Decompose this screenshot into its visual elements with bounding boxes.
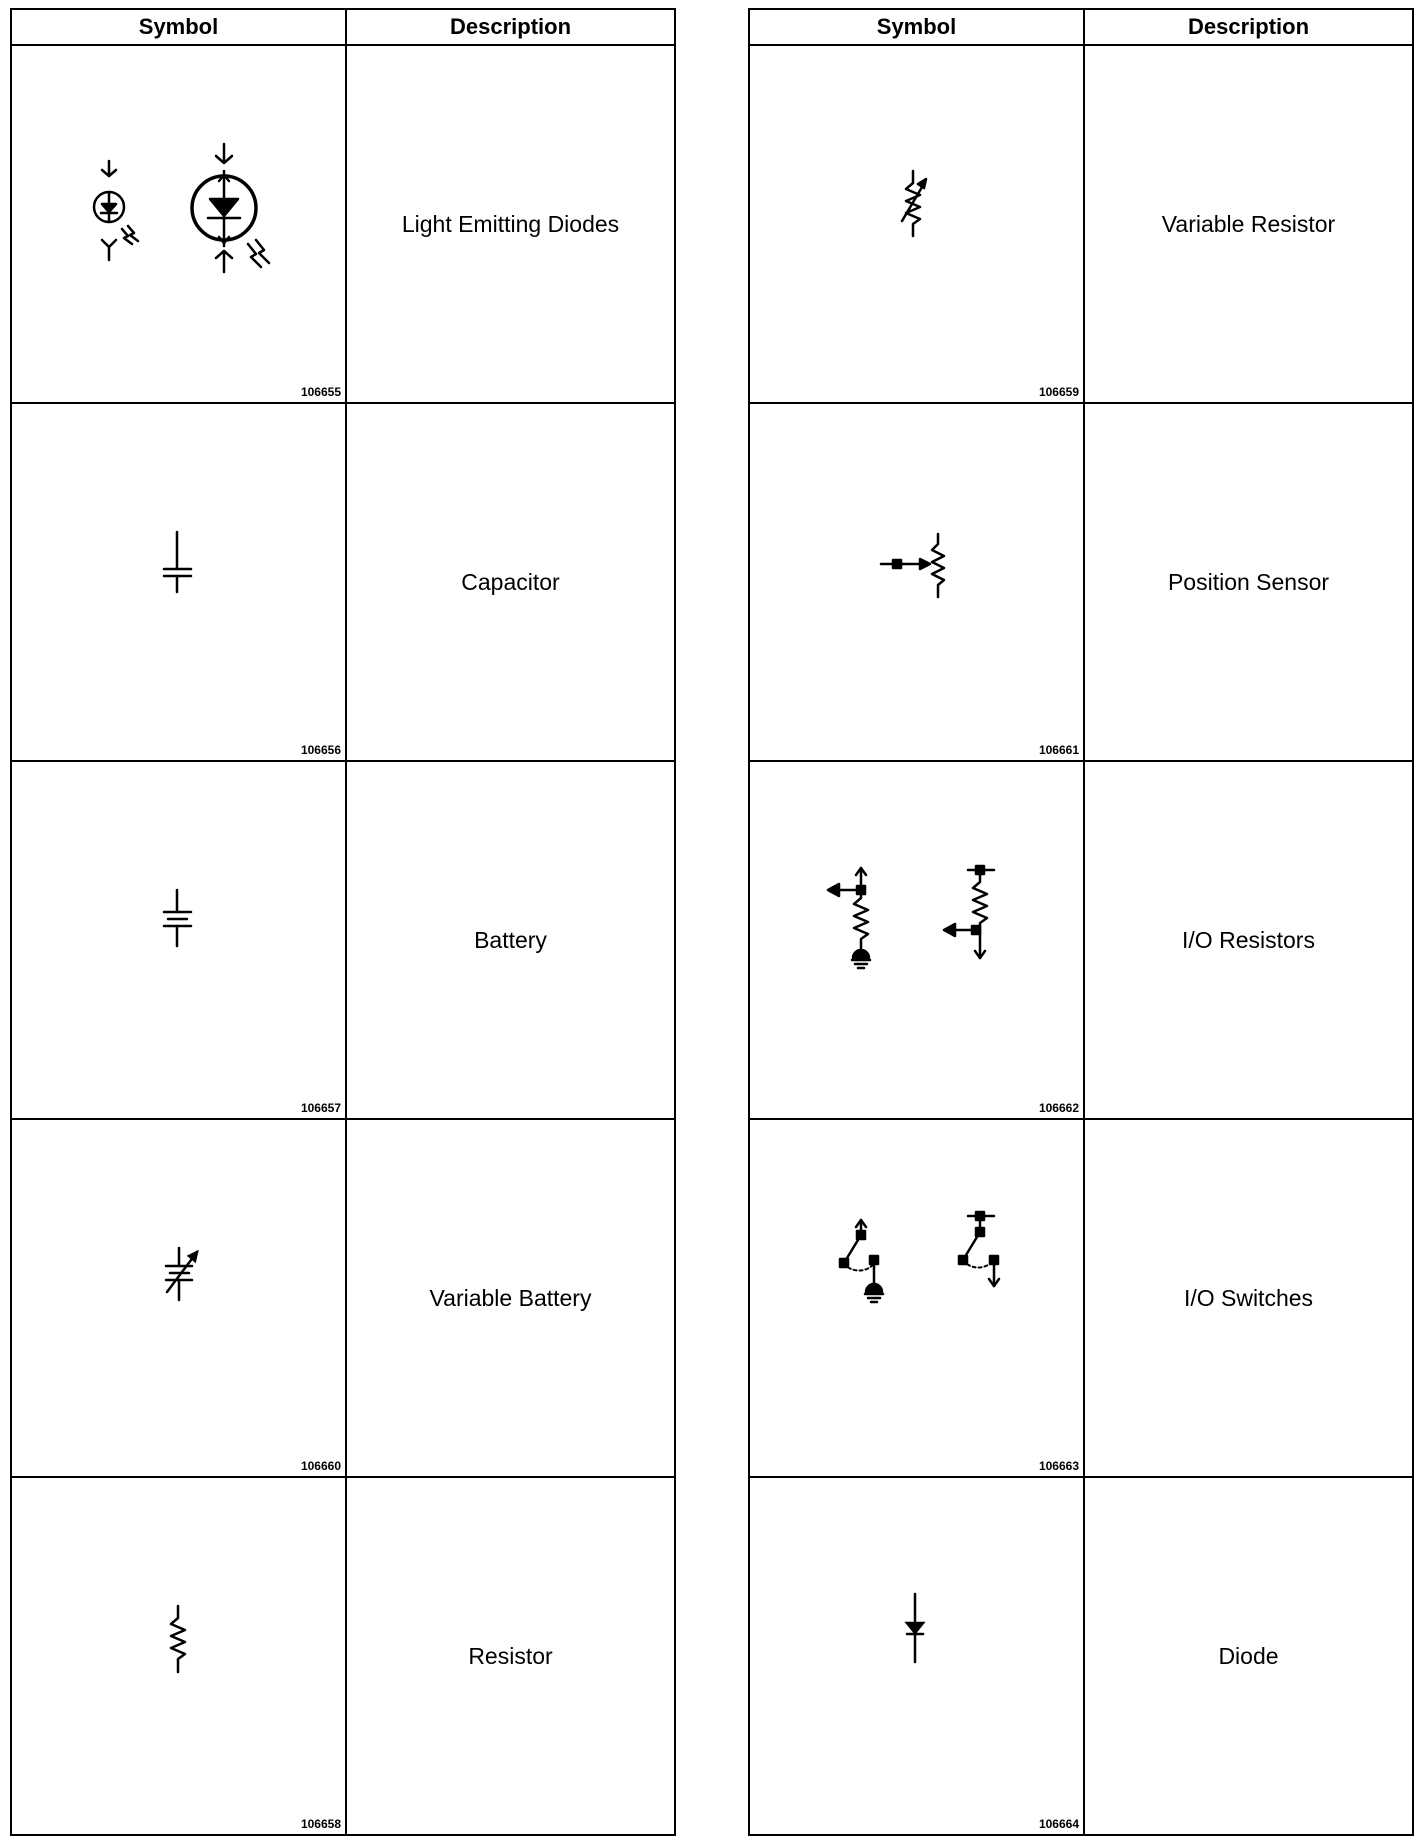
description-cell: I/O Resistors	[1084, 761, 1413, 1119]
symbol-cell	[749, 1119, 1084, 1477]
table-row	[11, 1477, 675, 1835]
resistor-icon	[12, 1478, 345, 1834]
symbol-cell	[749, 1477, 1084, 1835]
io-resistors-icon	[750, 762, 1083, 1118]
symbol-cell	[11, 1119, 346, 1477]
table-row	[11, 1119, 675, 1477]
figure-number: 106656	[300, 743, 341, 757]
table-row	[749, 1477, 1413, 1835]
symbol-cell	[11, 403, 346, 761]
table-row	[11, 45, 675, 403]
description-cell: Position Sensor	[1084, 403, 1413, 761]
figure-number: 106657	[300, 1101, 341, 1115]
symbol-cell	[11, 45, 346, 403]
battery-icon	[12, 762, 345, 1118]
table-header-row	[749, 9, 1413, 45]
table-row	[749, 45, 1413, 403]
header-symbol: Symbol	[11, 9, 346, 45]
description-cell: Variable Resistor	[1084, 45, 1413, 403]
io-switches-icon	[750, 1120, 1083, 1476]
variable-battery-icon	[12, 1120, 345, 1476]
figure-number: 106661	[1038, 743, 1079, 757]
description-cell: Light Emitting Diodes	[346, 45, 675, 403]
figure-number: 106659	[1038, 385, 1079, 399]
figure-number: 106664	[1038, 1817, 1079, 1831]
description-cell: Variable Battery	[346, 1119, 675, 1477]
table-row	[11, 761, 675, 1119]
table-row	[749, 1119, 1413, 1477]
light-emitting-diodes-icon	[12, 46, 345, 402]
table-row	[11, 403, 675, 761]
figure-number: 106663	[1038, 1459, 1079, 1473]
position-sensor-icon	[750, 404, 1083, 760]
description-cell: I/O Switches	[1084, 1119, 1413, 1477]
figure-number: 106660	[300, 1459, 341, 1473]
figure-number: 106658	[300, 1817, 341, 1831]
figure-number: 106655	[300, 385, 341, 399]
table-row	[749, 761, 1413, 1119]
table-row	[749, 403, 1413, 761]
symbol-table-left	[10, 8, 676, 1836]
header-description: Description	[346, 9, 675, 45]
symbol-cell	[749, 45, 1084, 403]
description-cell: Capacitor	[346, 403, 675, 761]
symbol-cell	[11, 1477, 346, 1835]
diode-icon	[750, 1478, 1083, 1834]
header-symbol: Symbol	[749, 9, 1084, 45]
description-cell: Resistor	[346, 1477, 675, 1835]
description-cell: Battery	[346, 761, 675, 1119]
description-cell: Diode	[1084, 1477, 1413, 1835]
symbol-table-right	[748, 8, 1414, 1836]
variable-resistor-icon	[750, 46, 1083, 402]
symbol-cell	[749, 403, 1084, 761]
symbol-cell	[749, 761, 1084, 1119]
symbol-cell	[11, 761, 346, 1119]
table-header-row	[11, 9, 675, 45]
figure-number: 106662	[1038, 1101, 1079, 1115]
header-description: Description	[1084, 9, 1413, 45]
capacitor-icon	[12, 404, 345, 760]
